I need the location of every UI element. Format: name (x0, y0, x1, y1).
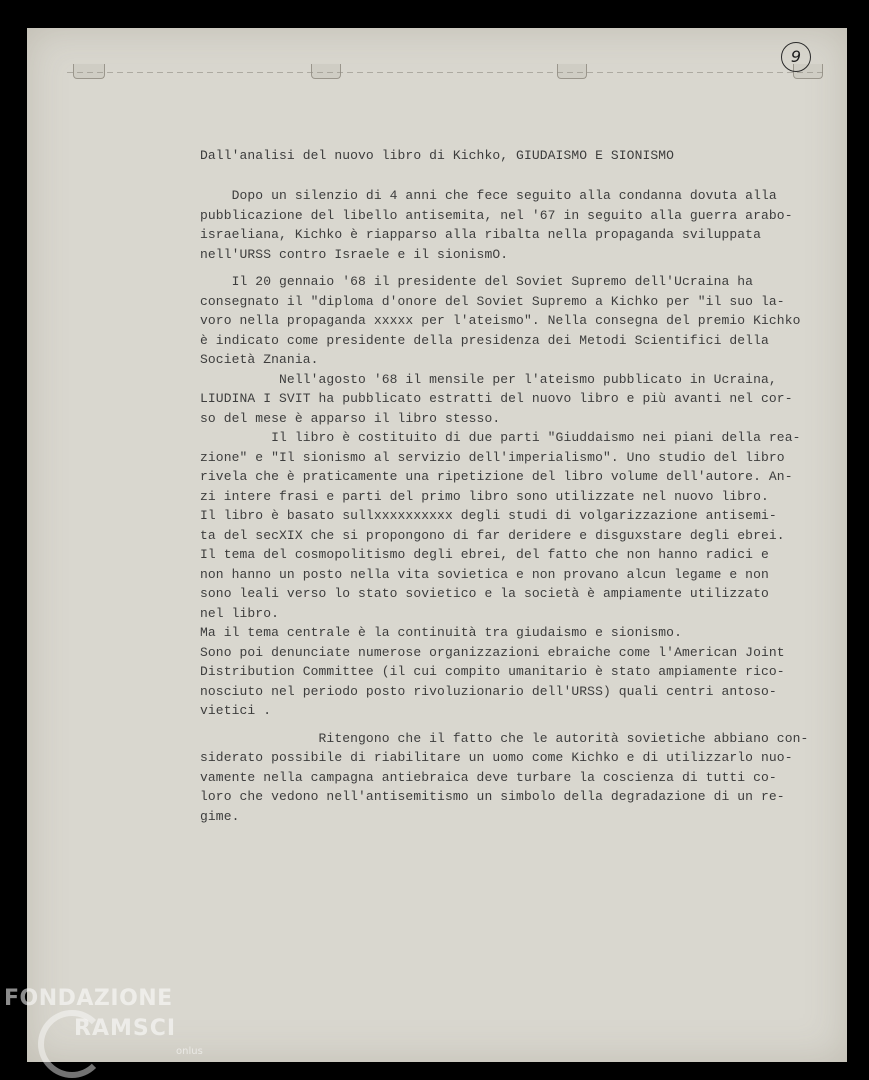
body-line: Società Znania. (200, 352, 319, 367)
body-line: Il 20 gennaio '68 il presidente del Soviet Supremo dell'Ucraina ha (200, 274, 754, 289)
tear-line (67, 72, 827, 73)
page-number-stamp: 9 (781, 42, 811, 72)
body-line: so del mese è apparso il libro stesso. (200, 410, 501, 426)
body-line: rivela che è praticamente una ripetizione del libro volume dell'autore. An- (200, 469, 793, 484)
document-title: Dall'analisi del nuovo libro di Kichko, GIUDAISMO E SIONISMO (200, 148, 675, 163)
body-line: consegnato il "diploma d'onore del Soviet Supremo a Kichko per "il suo la- (200, 293, 785, 309)
body-line: nell'URSS contro Israele e il sionismO. (200, 246, 509, 262)
body-line: vamente nella campagna antiebraica deve turbare la coscienza di tutti co- (200, 769, 777, 785)
watermark-onlus: onlus (176, 1046, 203, 1057)
body-line: ta del secXIX che si propongono di far deridere e disguxstare degli ebrei. (200, 527, 785, 543)
body-line: zione" e "Il sionismo al servizio dell'imperialismo". Uno studio del libro (200, 449, 785, 465)
body-line: nosciuto nel periodo posto rivoluzionario dell'URSS) quali centri antoso- (200, 683, 777, 699)
body-line: Il tema del cosmopolitismo degli ebrei, del fatto che non hanno radici e (200, 547, 769, 562)
body-line: pubblicazione del libello antisemita, nel '67 in seguito alla guerra arabo- (200, 207, 793, 223)
watermark-line-2: RAMSCI (74, 1016, 177, 1041)
body-line: voro nella propaganda xxxxx per l'ateismo". Nella consegna del premio Kichko (200, 313, 801, 328)
body-line: gime. (200, 808, 240, 824)
paragraph-gap (200, 264, 820, 272)
body-line: LIUDINA I SVIT ha pubblicato estratti del nuovo libro e più avanti nel cor- (200, 391, 793, 406)
body-line: israeliana, Kichko è riapparso alla ribalta nella propaganda sviluppata (200, 227, 761, 242)
body-line: Sono poi denunciate numerose organizzazioni ebraiche come l'American Joint (200, 644, 785, 660)
perforated-edge (67, 64, 827, 82)
body-line: non hanno un posto nella vita sovietica e non provano alcun legame e non (200, 566, 769, 582)
body-line: loro che vedono nell'antisemitismo un simbolo della degradazione di un re- (200, 789, 785, 804)
document-body (200, 186, 820, 826)
body-line: Il libro è basato sullxxxxxxxxxx degli studi di volgarizzazione antisemi- (200, 508, 777, 523)
body-line: è indicato come presidente della presidenza dei Metodi Scientifici della (200, 332, 769, 348)
body-line: zi intere frasi e parti del primo libro sono utilizzate nel nuovo libro. (200, 488, 769, 504)
body-line: Nell'agosto '68 il mensile per l'ateismo pubblicato in Ucraina, (200, 371, 777, 387)
body-line: Ritengono che il fatto che le autorità sovietiche abbiano con- (200, 730, 809, 746)
body-line: Distribution Committee (il cui compito umanitario è stato ampiamente rico- (200, 664, 785, 679)
paragraph-gap (200, 721, 820, 729)
body-line: Il libro è costituito di due parti "Giuddaismo nei piani della rea- (200, 430, 801, 445)
fondazione-gramsci-watermark (4, 986, 234, 1076)
body-line: Ma il tema centrale è la continuità tra giudaismo e sionismo. (200, 625, 682, 640)
body-line: siderato possibile di riabilitare un uomo come Kichko e di utilizzarlo nuo- (200, 750, 793, 765)
body-line: sono leali verso lo stato sovietico e la società è ampiamente utilizzato (200, 586, 769, 601)
body-line: vietici . (200, 703, 272, 718)
body-line: Dopo un silenzio di 4 anni che fece seguito alla condanna dovuta alla (200, 188, 777, 203)
document-page (27, 28, 847, 1062)
body-line: nel libro. (200, 605, 280, 621)
watermark-line-1: FONDAZIONE (4, 986, 173, 1011)
